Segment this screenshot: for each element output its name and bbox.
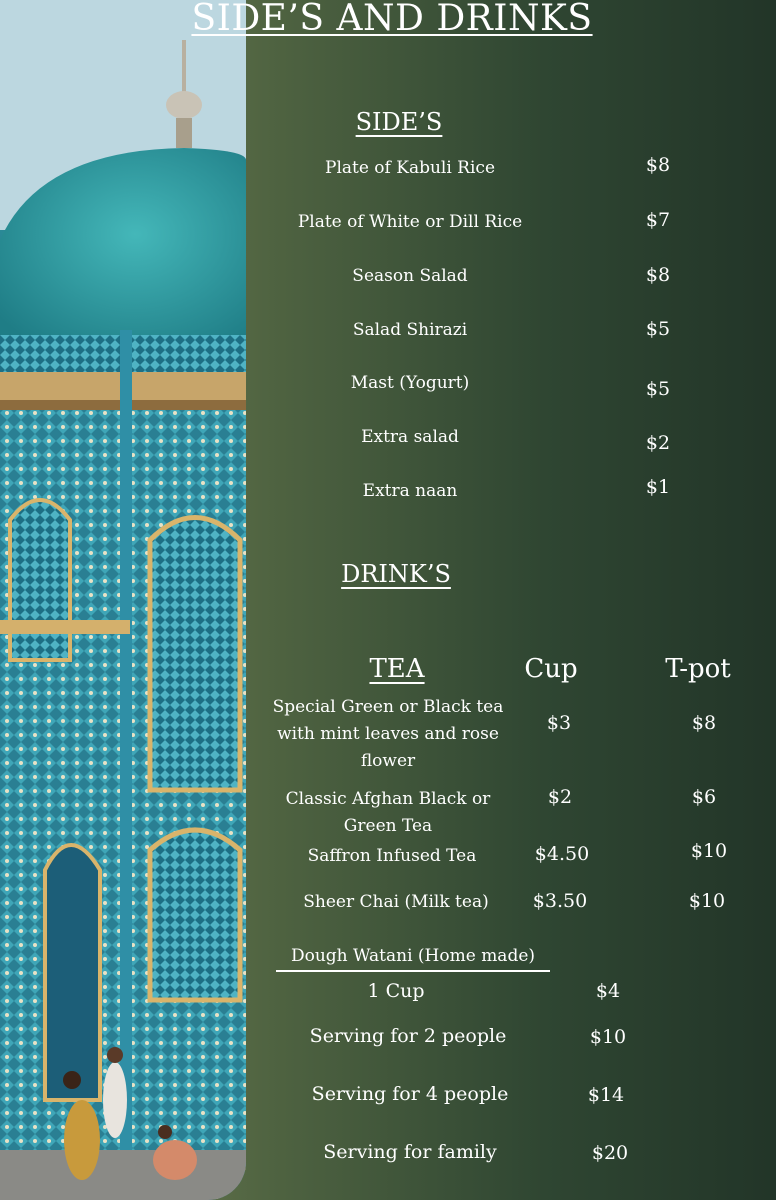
side-item-price: $5 xyxy=(645,378,671,400)
tea-item-name: Sheer Chai (Milk tea) xyxy=(303,892,489,912)
side-item-name: Season Salad xyxy=(352,266,468,286)
side-item-name: Extra naan xyxy=(362,481,458,501)
side-item-name: Salad Shirazi xyxy=(352,320,468,340)
side-item-name: Mast (Yogurt) xyxy=(350,373,470,393)
tea-item-name: Special Green or Black tea with mint leaves and rose flower xyxy=(272,697,504,771)
tea-tpot-price: $8 xyxy=(691,712,717,734)
dough-item-price: $4 xyxy=(595,980,621,1002)
dough-item-name: Serving for 2 people xyxy=(309,1025,507,1047)
tea-tpot-price: $10 xyxy=(690,840,728,862)
dough-heading-underline xyxy=(276,970,550,972)
side-item-name: Plate of Kabuli Rice xyxy=(325,158,495,178)
dough-item-name: 1 Cup xyxy=(367,980,425,1002)
cup-column-heading: Cup xyxy=(524,654,578,684)
dough-heading: Dough Watani (Home made) xyxy=(290,946,536,966)
page-title: SIDE’S AND DRINKS xyxy=(191,0,593,39)
side-item-price: $1 xyxy=(645,476,671,498)
tea-column-heading: TEA xyxy=(369,654,425,684)
tea-cup-price: $4.50 xyxy=(534,843,590,865)
tea-tpot-price: $6 xyxy=(691,786,717,808)
dough-item-name: Serving for 4 people xyxy=(311,1083,509,1105)
tea-item-name: Saffron Infused Tea xyxy=(307,846,477,866)
tea-tpot-price: $10 xyxy=(688,890,726,912)
side-item-name: Extra salad xyxy=(361,427,459,447)
dough-item-price: $14 xyxy=(587,1084,625,1106)
side-item-price: $2 xyxy=(645,432,671,454)
tea-cup-price: $2 xyxy=(547,786,573,808)
drinks-heading: DRINK’S xyxy=(341,560,451,588)
tea-item-name: Classic Afghan Black or Green Tea xyxy=(285,789,491,836)
side-item-price: $5 xyxy=(645,318,671,340)
dough-item-price: $10 xyxy=(589,1026,627,1048)
sides-heading: SIDE’S xyxy=(355,108,443,136)
side-item-name: Plate of White or Dill Rice xyxy=(297,212,523,232)
dough-item-price: $20 xyxy=(591,1142,629,1164)
side-item-price: $8 xyxy=(645,264,671,286)
tea-cup-price: $3 xyxy=(546,712,572,734)
tpot-column-heading: T-pot xyxy=(665,654,731,684)
mosque-illustration xyxy=(0,0,246,1200)
mosque-photo xyxy=(0,0,246,1200)
side-item-price: $8 xyxy=(645,154,671,176)
dough-item-name: Serving for family xyxy=(323,1141,497,1163)
side-item-price: $7 xyxy=(645,209,671,231)
tea-cup-price: $3.50 xyxy=(532,890,588,912)
